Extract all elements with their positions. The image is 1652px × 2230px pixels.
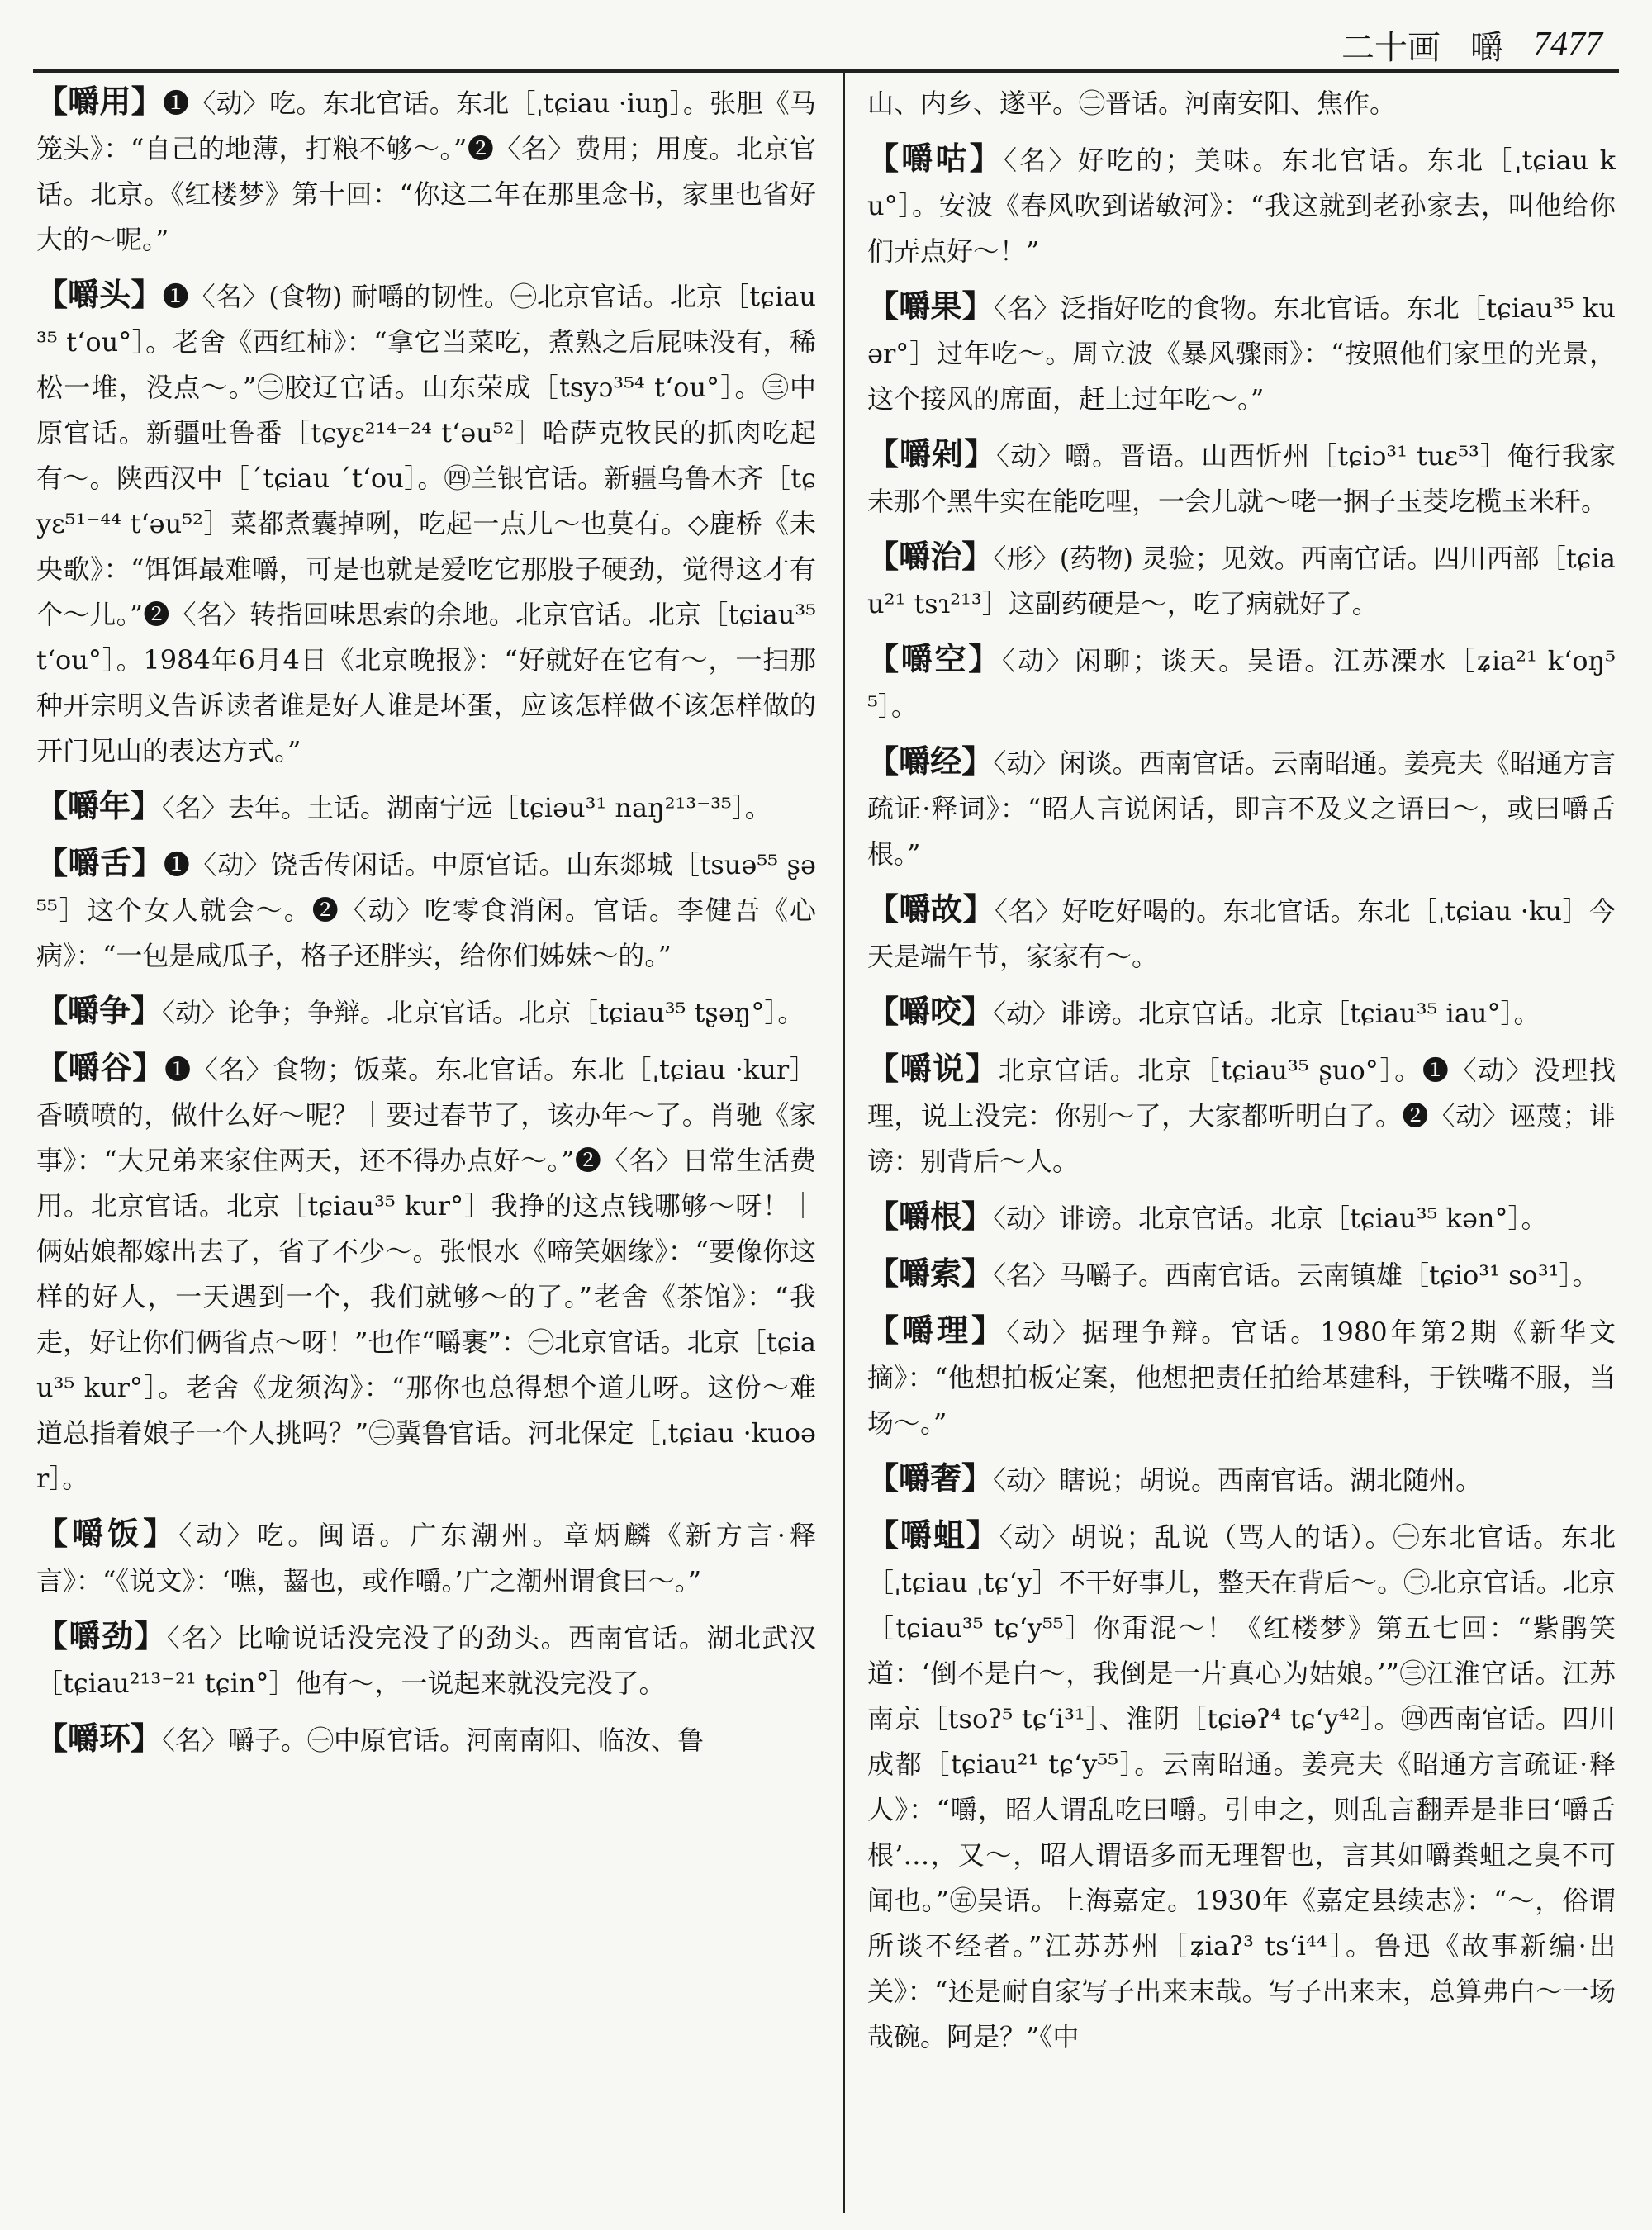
entry-text: 〈动〉据理争辩。官话。1980年第2期《新华文摘》：“他想拍板定案，他想把责任拍给基建科，于铁嘴不服，当场～。” [867,1317,1616,1439]
entry-text: ❶〈名〉食物；饭菜。东北官话。东北［ˌtɕiau ·kur］香喷喷的，做什么好～呢？｜要过春节了，该办年～了。肖驰《家事》：“大兄弟来家住两天，还不得办点好～。”❷〈名〉日常生活费用。北京官话。北京［tɕiau³⁵ kur°］我挣的这点钱哪够～呀！｜俩姑娘都嫁出去了，省了不少～。张恨水《啼笑姻缘》：“要像你这样的好人，一天遇到一个，我们就够～的了。”老舍《茶馆》：“我走，好让你们俩省点～呀！”也作“嚼裹”：㊀北京官话。北京［tɕiau³⁵ kur°］。老舍《龙须沟》：“那你也总得想个道儿呀。这份～难道总指着娘子一个人挑吗？”㊁冀鲁官话。河北保定［ˌtɕiau ·kuoər］。 [36,1054,816,1494]
entry [867,136,1616,274]
entry-text: ❶〈动〉吃。东北官话。东北［ˌtɕiau ·iuŋ］。张胆《马笼头》：“自己的地薄，打粮不够～。”❷〈名〉费用；用度。北京官话。北京。《红楼梦》第十回：“你这二年在那里念书，家里也省好大的～呢。” [36,88,816,255]
entry-text: ❶〈动〉饶舌传闲话。中原官话。山东郯城［tsuə⁵⁵ ʂə⁵⁵］这个女人就会～。❷〈动〉吃零食消闲。官话。李健吾《心病》：“一包是咸瓜子，格子还胖实，给你们姊妹～的。” [36,849,816,971]
entry-text: 〈名〉比喻说话没完没了的劲头。西南官话。湖北武汉［tɕiau²¹³⁻²¹ tɕin°］他有～，一说起来就没完没了。 [36,1622,816,1699]
entry-headword: 【嚼用】 [36,83,164,120]
entry [36,1046,816,1502]
entry [867,887,1616,980]
entry-text: 〈动〉诽谤。北京官话。北京［tɕiau³⁵ iau°］。 [993,998,1540,1029]
entry [36,1511,816,1604]
entry [36,273,816,774]
entry [867,1251,1616,1298]
page-number: 7477 [1533,26,1602,64]
entry [867,1456,1616,1503]
header-rule [33,69,1619,73]
entry-text: 〈名〉好吃的；美味。东北官话。东北［ˌtɕiau ku°］。安波《春风吹到诺敏河》：“我这就到老孙家去，叫他给你们弄点好～！” [867,145,1616,267]
entry [867,534,1616,627]
entry-headword: 【嚼果】 [867,288,994,325]
entry-headword: 【嚼蛆】 [867,1517,999,1554]
entry-headword: 【嚼环】 [36,1720,163,1757]
entry-headword: 【嚼舌】 [36,845,164,881]
entry-text: 〈动〉诽谤。北京官话。北京［tɕiau³⁵ kən°］。 [993,1203,1548,1234]
entry [36,841,816,979]
entry-headword: 【嚼经】 [867,743,994,780]
entry-text: 〈动〉闲聊；谈天。吴语。江苏溧水［ʑia²¹ kʻoŋ⁵⁵］。 [867,645,1616,722]
entry-headword: 【嚼根】 [867,1198,994,1235]
entry [36,1614,816,1706]
entry-headword: 【嚼剁】 [867,436,997,472]
header-char: 嚼 [1470,28,1503,67]
entry [867,1308,1616,1446]
entry-headword: 【嚼理】 [867,1312,1007,1349]
running-header [1341,20,1602,69]
entry-text: 〈名〉嚼子。㊀中原官话。河南南阳、临汝、鲁 [162,1725,705,1756]
entry [867,637,1616,729]
entry-headword: 【嚼劲】 [36,1618,167,1654]
entry [867,1194,1616,1241]
entry-headword: 【嚼奢】 [867,1460,994,1497]
entry-headword: 【嚼饭】 [36,1516,179,1552]
entry-headword: 【嚼说】 [867,1051,999,1087]
entry-headword: 【嚼空】 [867,641,1003,677]
entry-headword: 【嚼争】 [36,993,163,1029]
entry-text: 〈形〉(药物) 灵验；见效。西南官话。四川西部［tɕiau²¹ tsɿ²¹³］这副药硬是～，吃了病就好了。 [867,543,1616,619]
entry [867,1513,1616,2060]
entry-headword: 【嚼故】 [867,891,995,928]
entry-text: 山、内乡、遂平。㊁晋话。河南安阳、焦作。 [867,88,1397,119]
entry-text: 〈名〉泛指好吃的食物。东北官话。东北［tɕiau³⁵ kuər°］过年吃～。周立波《暴风骤雨》：“按照他们家里的光景，这个接风的席面，赶上过年吃～。” [867,292,1616,415]
entry-text: 〈动〉嚼。晋语。山西忻州［tɕiɔ³¹ tuɛ⁵³］俺行我家未那个黑牛实在能吃哩，一会儿就～咾一捆子玉茭圪榄玉米秆。 [867,440,1616,517]
entry-text: 北京官话。北京［tɕiau³⁵ ʂuo°］。❶〈动〉没理找理，说上没完：你别～了，大家都听明白了。❷〈动〉诬蔑；诽谤：别背后～人。 [867,1055,1616,1177]
header-section: 二十画 [1341,28,1441,67]
entry [867,284,1616,422]
entry-text: 〈动〉论争；争辩。北京官话。北京［tɕiau³⁵ tʂəŋ°］。 [162,997,805,1028]
entry-text: 〈动〉瞎说；胡说。西南官话。湖北随州。 [993,1464,1483,1496]
entry [867,989,1616,1037]
entry-text: 〈名〉马嚼子。西南官话。云南镇雄［tɕio³¹ so³¹］。 [993,1260,1599,1291]
entry-text: 〈动〉胡说；乱说（骂人的话）。㊀东北官话。东北［ˌtɕiau ˌtɕʻy］不干好事儿，整天在背后～。㊁北京官话。北京［tɕiau³⁵ tɕʻy⁵⁵］你甭混～！《红楼梦》第五七回：“紫鹃笑道：‘倒不是白～，我倒是一片真心为姑娘。’”㊂江淮官话。江苏南京［tsoʔ⁵ tɕʻi³¹］、淮阴［tɕiəʔ⁴ tɕʻy⁴²］。㊃西南官话。四川成都［tɕiau²¹ tɕʻy⁵⁵］。云南昭通。姜亮夫《昭通方言疏证·释人》：“嚼，昭人谓乱吃曰嚼。引申之，则乱言翻弄是非曰‘嚼舌根’…，又～，昭人谓语多而无理智也，言其如嚼粪蛆之臭不可闻也。”㊄吴语。上海嘉定。1930年《嘉定县续志》：“～，俗谓所谈不经者。”江苏苏州［ʑiaʔ³ tsʻi⁴⁴］。鲁迅《故事新编·出关》：“还是耐自家写子出来末哉。写子出来末，总算弗白～一场哉碗。阿是？”《中 [867,1521,1616,2052]
entry-headword: 【嚼谷】 [36,1050,165,1086]
entry-headword: 【嚼咬】 [867,994,994,1030]
entry [36,79,816,263]
entry-headword: 【嚼年】 [36,788,163,824]
entry-headword: 【嚼索】 [867,1255,994,1292]
column-divider [843,69,845,2213]
entry-continued [867,79,1616,126]
entry [36,1716,816,1763]
entry-text: 〈动〉吃。闽语。广东潮州。章炳麟《新方言·释言》：“《说文》：‘噍，齧也，或作嚼。’广之潮州谓食曰～。” [36,1520,816,1597]
entry-headword: 【嚼头】 [36,277,163,313]
entry [867,432,1616,524]
entry-text: 〈名〉去年。土话。湖南宁远［tɕiəu³¹ naŋ²¹³⁻³⁵］。 [162,792,771,823]
entry-headword: 【嚼治】 [867,539,994,575]
entry-text: ❶〈名〉(食物) 耐嚼的韧性。㊀北京官话。北京［tɕiau³⁵ tʻou°］。老舍《西红柿》：“拿它当菜吃，煮熟之后屁味没有，稀松一堆，没点～。”㊁胶辽官话。山东荣成［tsyɔ³⁵⁴ tʻou°］。㊂中原官话。新疆吐鲁番［tɕyɛ²¹⁴⁻²⁴ tʻəu⁵²］哈萨克牧民的抓肉吃起有～。陕西汉中［ˊtɕiau ˊtʻou］。㊃兰银官话。新疆乌鲁木齐［tɕyɛ⁵¹⁻⁴⁴ tʻəu⁵²］菜都煮囊掉咧，吃起一点儿～也莫有。◇鹿桥《未央歌》：“饵饵最难嚼，可是也就是爱吃它那股子硬劲，觉得这才有个～儿。”❷〈名〉转指回味思索的余地。北京官话。北京［tɕiau³⁵ tʻou°］。1984年6月4日《北京晚报》：“好就好在它有～，一扫那种开宗明义告诉读者谁是好人谁是坏蛋，应该怎样做不该怎样做的开门见山的表达方式。” [36,281,816,766]
entry-text: 〈动〉闲谈。西南官话。云南昭通。姜亮夫《昭通方言疏证·释词》：“昭人言说闲话，即言不及义之语曰～，或曰嚼舌根。” [867,747,1616,870]
entry [867,739,1616,877]
entry-headword: 【嚼咕】 [867,140,1004,177]
entry-text: 〈名〉好吃好喝的。东北官话。东北［ˌtɕiau ·ku］今天是端午节，家家有～。 [867,895,1616,972]
entry [36,784,816,831]
left-column [36,79,816,2227]
entry [36,989,816,1036]
right-column [867,79,1616,2227]
entry [867,1046,1616,1184]
